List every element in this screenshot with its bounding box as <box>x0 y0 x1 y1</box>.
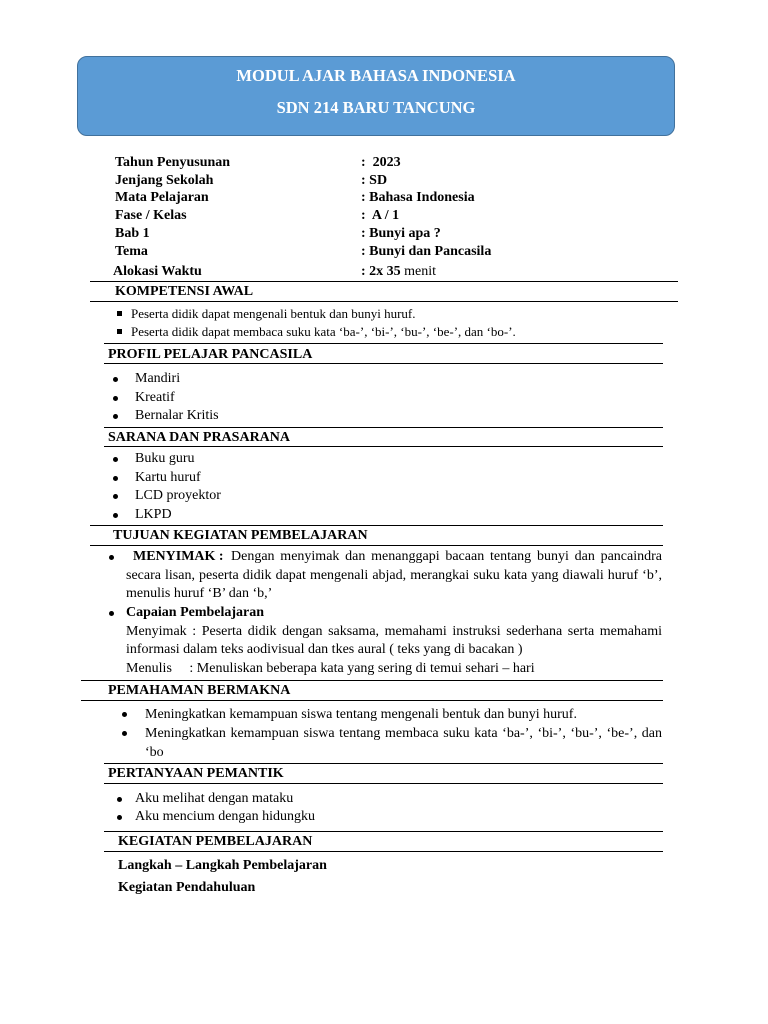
bullet-icon <box>113 457 118 462</box>
info-label: Tema <box>115 244 148 259</box>
menyimak-text: secara lisan, peserta didik dapat mengenali abjad, merangkai suku kata yang diawali huruf ‘b’, <box>126 568 662 583</box>
list-item: Kartu huruf <box>135 470 201 485</box>
menyimak-label: MENYIMAK : <box>133 549 224 564</box>
info-value-unit: menit <box>400 264 437 279</box>
list-item: Aku mencium dengan hidungku <box>135 809 316 824</box>
capaian-text: Menulis : Menuliskan beberapa kata yang sering di temui sehari – hari <box>126 661 535 676</box>
info-value <box>361 263 436 281</box>
bullet-icon <box>113 476 118 481</box>
info-value: : A / 1 <box>361 208 400 223</box>
info-value-main: : 2x 35 <box>361 264 401 279</box>
bullet-icon <box>113 377 118 382</box>
info-value: : SD <box>361 173 388 188</box>
square-bullet-icon <box>117 329 122 334</box>
list-item: Peserta didik dapat membaca suku kata ‘ba-’, ‘bi-’, ‘bu-’, ‘be-’, dan ‘bo-’. <box>131 324 516 339</box>
divider <box>104 763 663 764</box>
list-item: Meningkatkan kemampuan siswa tentang membaca suku kata ‘ba-’, ‘bi-’, ‘bu-’, ‘be-’, dan <box>145 726 662 741</box>
list-item: ‘bo <box>145 745 164 760</box>
list-item: Kreatif <box>135 390 175 405</box>
title-line-1: MODUL AJAR BAHASA INDONESIA <box>236 66 516 85</box>
divider <box>90 301 678 302</box>
divider <box>104 446 663 447</box>
info-label: Fase / Kelas <box>115 208 187 223</box>
divider <box>104 851 663 852</box>
info-value: : 2023 <box>361 155 401 170</box>
list-item: LCD proyektor <box>135 488 221 503</box>
section-title-profil: PROFIL PELAJAR PANCASILA <box>108 347 313 362</box>
list-item: Mandiri <box>135 371 181 386</box>
list-item: LKPD <box>135 507 172 522</box>
bullet-icon <box>109 555 114 560</box>
capaian-text: Menyimak : Peserta didik dengan saksama, memahami instruksi sederhana serta memahami <box>126 624 662 639</box>
info-value: : Bahasa Indonesia <box>361 190 475 205</box>
list-item: Meningkatkan kemampuan siswa tentang mengenali bentuk dan bunyi huruf. <box>145 707 577 722</box>
section-title-pemahaman: PEMAHAMAN BERMAKNA <box>108 683 291 698</box>
list-item: Bernalar Kritis <box>135 408 219 423</box>
divider <box>81 680 663 681</box>
divider <box>104 831 663 832</box>
divider <box>90 525 663 526</box>
list-item: Aku melihat dengan mataku <box>135 791 294 806</box>
list-item: Buku guru <box>135 451 195 466</box>
bullet-icon <box>113 513 118 518</box>
section-title-tujuan: TUJUAN KEGIATAN PEMBELAJARAN <box>113 528 368 543</box>
info-value: : Bunyi apa ? <box>361 226 441 241</box>
list-item: Peserta didik dapat mengenali bentuk dan bunyi huruf. <box>131 306 416 321</box>
bullet-icon <box>113 396 118 401</box>
divider <box>81 700 663 701</box>
subheading-langkah: Langkah – Langkah Pembelajaran <box>118 858 327 873</box>
section-title-pertanyaan: PERTANYAAN PEMANTIK <box>108 766 284 781</box>
square-bullet-icon <box>117 311 122 316</box>
section-title-sarana: SARANA DAN PRASARANA <box>108 430 291 445</box>
bullet-icon <box>122 712 127 717</box>
divider <box>104 783 663 784</box>
subheading-pendahuluan: Kegiatan Pendahuluan <box>118 880 256 895</box>
section-title-kegiatan: KEGIATAN PEMBELAJARAN <box>118 834 313 849</box>
divider <box>104 363 663 364</box>
info-label: Mata Pelajaran <box>115 190 209 205</box>
info-label: Tahun Penyusunan <box>115 155 231 170</box>
bullet-icon <box>109 611 114 616</box>
info-label: Bab 1 <box>115 226 150 241</box>
menyimak-text: Dengan menyimak dan menanggapi bacaan tentang bunyi dan pancaindra <box>231 549 662 564</box>
bullet-icon <box>113 414 118 419</box>
bullet-icon <box>122 731 127 736</box>
capaian-label: Capaian Pembelajaran <box>126 605 265 620</box>
divider <box>104 427 663 428</box>
bullet-icon <box>117 797 122 802</box>
divider <box>90 545 663 546</box>
info-label: Jenjang Sekolah <box>115 173 214 188</box>
info-label: Alokasi Waktu <box>113 264 202 279</box>
bullet-icon <box>117 815 122 820</box>
title-banner <box>77 56 675 136</box>
menyimak-text: menulis huruf ‘B’ dan ‘b,’ <box>126 586 273 601</box>
divider <box>104 343 663 344</box>
bullet-icon <box>113 494 118 499</box>
divider <box>90 281 678 282</box>
capaian-text: informasi dalam teks aodivisual dan tkes aural ( teks yang di bacakan ) <box>126 642 523 657</box>
section-title-kompetensi-awal: KOMPETENSI AWAL <box>115 284 254 299</box>
title-line-2: SDN 214 BARU TANCUNG <box>276 98 476 117</box>
info-value: : Bunyi dan Pancasila <box>361 244 492 259</box>
